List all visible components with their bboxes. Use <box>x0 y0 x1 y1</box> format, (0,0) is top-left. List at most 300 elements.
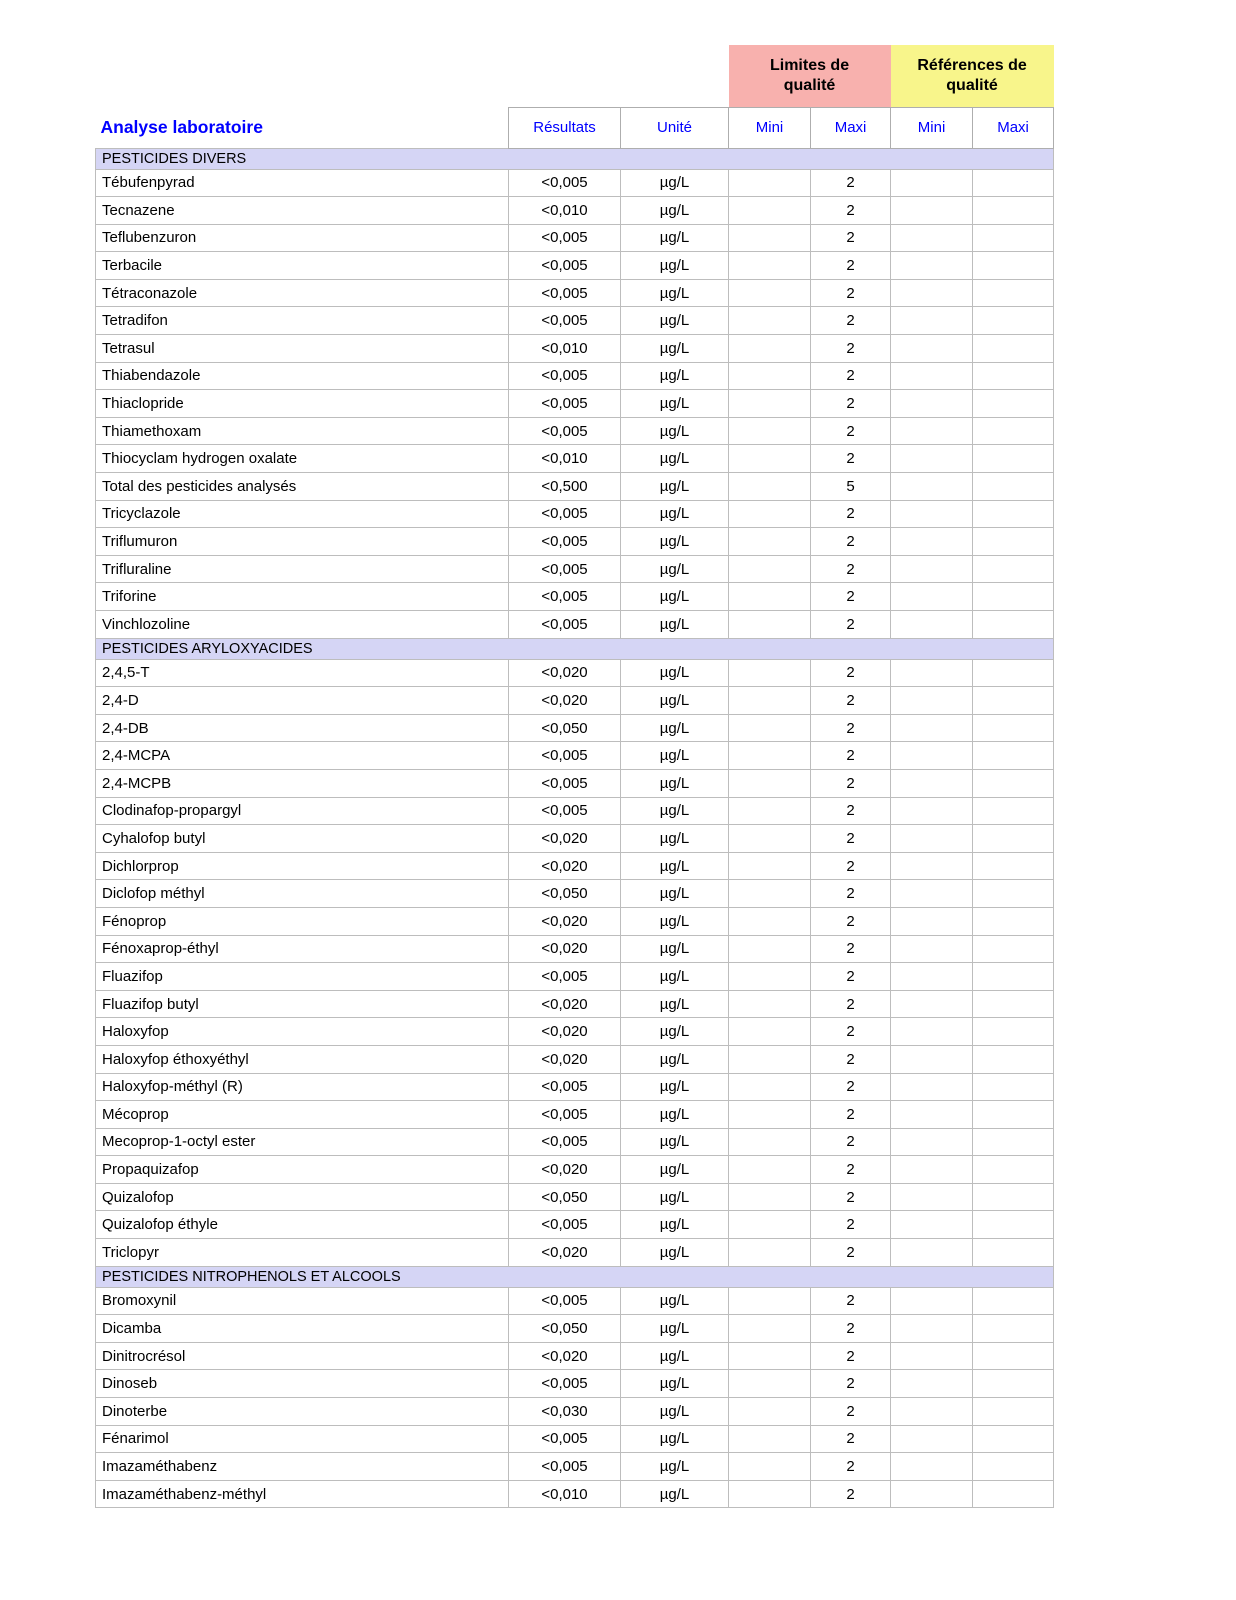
ref-mini-cell <box>891 1239 973 1267</box>
ref-maxi-cell <box>973 362 1054 390</box>
ref-mini-cell <box>891 687 973 715</box>
analyte-name-cell: Tetradifon <box>96 307 509 335</box>
table-row <box>96 417 1054 445</box>
ref-mini-cell <box>891 1287 973 1315</box>
analyte-name-cell: Fénoprop <box>96 907 509 935</box>
analyte-name-cell: Tricyclazole <box>96 500 509 528</box>
result-cell: <0,005 <box>509 528 621 556</box>
table-row <box>96 1128 1054 1156</box>
unit-cell: µg/L <box>621 1156 729 1184</box>
result-cell: <0,050 <box>509 1183 621 1211</box>
limit-maxi-cell: 2 <box>811 797 891 825</box>
limit-mini-cell <box>729 555 811 583</box>
unit-cell: µg/L <box>621 1211 729 1239</box>
limit-mini-cell <box>729 825 811 853</box>
ref-mini-cell <box>891 279 973 307</box>
unit-cell: µg/L <box>621 417 729 445</box>
ref-maxi-cell <box>973 1045 1054 1073</box>
limit-maxi-cell: 2 <box>811 197 891 225</box>
unit-cell: µg/L <box>621 1128 729 1156</box>
ref-maxi-cell <box>973 252 1054 280</box>
table-row <box>96 880 1054 908</box>
analyte-name-cell: 2,4-MCPA <box>96 742 509 770</box>
limit-maxi-cell: 2 <box>811 362 891 390</box>
ref-maxi-cell <box>973 555 1054 583</box>
header-spacer <box>96 45 729 107</box>
table-row <box>96 1398 1054 1426</box>
ref-maxi-cell <box>973 825 1054 853</box>
analyte-name-cell: Mecoprop-1-octyl ester <box>96 1128 509 1156</box>
table-row <box>96 555 1054 583</box>
result-cell: <0,005 <box>509 417 621 445</box>
limit-maxi-cell: 2 <box>811 990 891 1018</box>
result-cell: <0,005 <box>509 963 621 991</box>
limit-mini-cell <box>729 797 811 825</box>
table-row <box>96 963 1054 991</box>
limit-maxi-cell: 2 <box>811 687 891 715</box>
result-cell: <0,005 <box>509 169 621 197</box>
result-cell: <0,005 <box>509 1453 621 1481</box>
limit-maxi-cell: 2 <box>811 1018 891 1046</box>
ref-mini-cell <box>891 990 973 1018</box>
table-row <box>96 1156 1054 1184</box>
ref-mini-cell <box>891 907 973 935</box>
limit-maxi-cell: 2 <box>811 555 891 583</box>
ref-mini-cell <box>891 880 973 908</box>
section-header: PESTICIDES DIVERS <box>96 148 1054 169</box>
unit-cell: µg/L <box>621 990 729 1018</box>
limit-mini-cell <box>729 1211 811 1239</box>
analysis-table-wrap <box>95 45 1053 1508</box>
analyte-name-cell: Thiamethoxam <box>96 417 509 445</box>
table-row <box>96 852 1054 880</box>
limit-maxi-cell: 2 <box>811 1453 891 1481</box>
col-unite: Unité <box>621 107 729 148</box>
limit-maxi-cell: 2 <box>811 417 891 445</box>
result-cell: <0,010 <box>509 445 621 473</box>
result-cell: <0,005 <box>509 1211 621 1239</box>
col-references-maxi: Maxi <box>973 107 1054 148</box>
unit-cell: µg/L <box>621 825 729 853</box>
ref-maxi-cell <box>973 473 1054 501</box>
unit-cell: µg/L <box>621 1370 729 1398</box>
unit-cell: µg/L <box>621 169 729 197</box>
limit-mini-cell <box>729 224 811 252</box>
limit-maxi-cell: 2 <box>811 1183 891 1211</box>
section-header: PESTICIDES ARYLOXYACIDES <box>96 638 1054 659</box>
limit-maxi-cell: 2 <box>811 1398 891 1426</box>
limit-mini-cell <box>729 659 811 687</box>
references-line-2: qualité <box>946 76 998 94</box>
unit-cell: µg/L <box>621 1315 729 1343</box>
unit-cell: µg/L <box>621 224 729 252</box>
result-cell: <0,005 <box>509 1370 621 1398</box>
quality-group-header-row <box>96 45 1054 107</box>
table-row <box>96 1370 1054 1398</box>
col-references-mini: Mini <box>891 107 973 148</box>
result-cell: <0,010 <box>509 197 621 225</box>
table-row <box>96 473 1054 501</box>
limit-mini-cell <box>729 473 811 501</box>
limit-mini-cell <box>729 362 811 390</box>
col-limites-maxi: Maxi <box>811 107 891 148</box>
ref-mini-cell <box>891 1370 973 1398</box>
table-row <box>96 1342 1054 1370</box>
ref-mini-cell <box>891 390 973 418</box>
analyte-name-cell: Fénarimol <box>96 1425 509 1453</box>
unit-cell: µg/L <box>621 659 729 687</box>
limit-mini-cell <box>729 611 811 639</box>
ref-mini-cell <box>891 935 973 963</box>
limit-mini-cell <box>729 335 811 363</box>
table-row <box>96 1045 1054 1073</box>
col-limites-mini: Mini <box>729 107 811 148</box>
table-row <box>96 279 1054 307</box>
ref-maxi-cell <box>973 528 1054 556</box>
result-cell: <0,020 <box>509 659 621 687</box>
analyte-name-cell: Haloxyfop <box>96 1018 509 1046</box>
analyte-name-cell: Propaquizafop <box>96 1156 509 1184</box>
limit-maxi-cell: 2 <box>811 1370 891 1398</box>
ref-mini-cell <box>891 1315 973 1343</box>
ref-maxi-cell <box>973 1018 1054 1046</box>
table-row <box>96 197 1054 225</box>
analyte-name-cell: Tétraconazole <box>96 279 509 307</box>
table-row <box>96 797 1054 825</box>
table-row <box>96 1018 1054 1046</box>
result-cell: <0,005 <box>509 1101 621 1129</box>
limit-maxi-cell: 2 <box>811 583 891 611</box>
ref-maxi-cell <box>973 224 1054 252</box>
limit-mini-cell <box>729 852 811 880</box>
limit-mini-cell <box>729 1101 811 1129</box>
ref-maxi-cell <box>973 279 1054 307</box>
limit-mini-cell <box>729 742 811 770</box>
limit-mini-cell <box>729 1073 811 1101</box>
limit-maxi-cell: 2 <box>811 963 891 991</box>
ref-mini-cell <box>891 1101 973 1129</box>
ref-mini-cell <box>891 169 973 197</box>
table-row <box>96 1183 1054 1211</box>
analyte-name-cell: Quizalofop éthyle <box>96 1211 509 1239</box>
limit-maxi-cell: 2 <box>811 528 891 556</box>
ref-mini-cell <box>891 1045 973 1073</box>
col-resultats: Résultats <box>509 107 621 148</box>
ref-maxi-cell <box>973 659 1054 687</box>
unit-cell: µg/L <box>621 390 729 418</box>
table-row <box>96 390 1054 418</box>
unit-cell: µg/L <box>621 528 729 556</box>
analyte-name-cell: Terbacile <box>96 252 509 280</box>
analyte-name-cell: Fluazifop butyl <box>96 990 509 1018</box>
ref-mini-cell <box>891 224 973 252</box>
analyte-name-cell: Fluazifop <box>96 963 509 991</box>
ref-mini-cell <box>891 769 973 797</box>
analyte-name-cell: Dichlorprop <box>96 852 509 880</box>
analyte-name-cell: Fénoxaprop-éthyl <box>96 935 509 963</box>
analyte-name-cell: Thiaclopride <box>96 390 509 418</box>
ref-mini-cell <box>891 1425 973 1453</box>
ref-mini-cell <box>891 1211 973 1239</box>
unit-cell: µg/L <box>621 445 729 473</box>
unit-cell: µg/L <box>621 335 729 363</box>
analyte-name-cell: 2,4,5-T <box>96 659 509 687</box>
limit-mini-cell <box>729 907 811 935</box>
unit-cell: µg/L <box>621 769 729 797</box>
analyte-name-cell: Imazaméthabenz-méthyl <box>96 1480 509 1508</box>
ref-maxi-cell <box>973 963 1054 991</box>
result-cell: <0,005 <box>509 252 621 280</box>
result-cell: <0,005 <box>509 555 621 583</box>
limit-mini-cell <box>729 252 811 280</box>
result-cell: <0,050 <box>509 714 621 742</box>
table-row <box>96 825 1054 853</box>
table-row <box>96 362 1054 390</box>
ref-maxi-cell <box>973 687 1054 715</box>
ref-maxi-cell <box>973 1239 1054 1267</box>
limit-mini-cell <box>729 390 811 418</box>
unit-cell: µg/L <box>621 742 729 770</box>
limit-maxi-cell: 2 <box>811 935 891 963</box>
table-row <box>96 1453 1054 1481</box>
result-cell: <0,005 <box>509 769 621 797</box>
analyte-name-cell: Cyhalofop butyl <box>96 825 509 853</box>
limit-mini-cell <box>729 1045 811 1073</box>
limit-mini-cell <box>729 1183 811 1211</box>
limit-maxi-cell: 2 <box>811 1239 891 1267</box>
ref-maxi-cell <box>973 500 1054 528</box>
table-row <box>96 1101 1054 1129</box>
result-cell: <0,020 <box>509 1239 621 1267</box>
limit-mini-cell <box>729 1398 811 1426</box>
limit-maxi-cell: 2 <box>811 611 891 639</box>
limit-mini-cell <box>729 1287 811 1315</box>
ref-maxi-cell <box>973 714 1054 742</box>
table-body <box>96 148 1054 1508</box>
ref-mini-cell <box>891 555 973 583</box>
limit-maxi-cell: 2 <box>811 1045 891 1073</box>
limit-mini-cell <box>729 1480 811 1508</box>
limit-mini-cell <box>729 963 811 991</box>
result-cell: <0,020 <box>509 907 621 935</box>
ref-maxi-cell <box>973 583 1054 611</box>
ref-maxi-cell <box>973 742 1054 770</box>
unit-cell: µg/L <box>621 252 729 280</box>
ref-maxi-cell <box>973 1073 1054 1101</box>
unit-cell: µg/L <box>621 935 729 963</box>
ref-maxi-cell <box>973 935 1054 963</box>
ref-mini-cell <box>891 825 973 853</box>
result-cell: <0,010 <box>509 1480 621 1508</box>
limit-maxi-cell: 2 <box>811 445 891 473</box>
limit-mini-cell <box>729 687 811 715</box>
analyte-name-cell: Vinchlozoline <box>96 611 509 639</box>
table-row <box>96 769 1054 797</box>
column-header-row <box>96 107 1054 148</box>
result-cell: <0,020 <box>509 1156 621 1184</box>
table-row <box>96 528 1054 556</box>
limit-mini-cell <box>729 169 811 197</box>
table-row <box>96 1073 1054 1101</box>
ref-mini-cell <box>891 714 973 742</box>
ref-maxi-cell <box>973 307 1054 335</box>
limit-mini-cell <box>729 935 811 963</box>
limit-maxi-cell: 2 <box>811 252 891 280</box>
table-row <box>96 990 1054 1018</box>
result-cell: <0,020 <box>509 1342 621 1370</box>
limit-maxi-cell: 2 <box>811 1480 891 1508</box>
result-cell: <0,005 <box>509 362 621 390</box>
table-row <box>96 687 1054 715</box>
limit-maxi-cell: 2 <box>811 714 891 742</box>
unit-cell: µg/L <box>621 1018 729 1046</box>
analyte-name-cell: Tecnazene <box>96 197 509 225</box>
section-row <box>96 1266 1054 1287</box>
result-cell: <0,005 <box>509 797 621 825</box>
unit-cell: µg/L <box>621 687 729 715</box>
table-row <box>96 1425 1054 1453</box>
ref-maxi-cell <box>973 1128 1054 1156</box>
result-cell: <0,005 <box>509 1073 621 1101</box>
table-row <box>96 252 1054 280</box>
table-row <box>96 224 1054 252</box>
limit-maxi-cell: 2 <box>811 742 891 770</box>
unit-cell: µg/L <box>621 1239 729 1267</box>
analysis-table <box>95 45 1054 1508</box>
table-row <box>96 742 1054 770</box>
ref-maxi-cell <box>973 1453 1054 1481</box>
table-row <box>96 500 1054 528</box>
analyte-name-cell: Quizalofop <box>96 1183 509 1211</box>
unit-cell: µg/L <box>621 1101 729 1129</box>
limit-mini-cell <box>729 769 811 797</box>
limites-line-1: Limites de <box>769 56 850 74</box>
ref-maxi-cell <box>973 1370 1054 1398</box>
ref-maxi-cell <box>973 1211 1054 1239</box>
limit-maxi-cell: 2 <box>811 825 891 853</box>
limit-mini-cell <box>729 990 811 1018</box>
limit-maxi-cell: 2 <box>811 1211 891 1239</box>
ref-maxi-cell <box>973 797 1054 825</box>
ref-maxi-cell <box>973 169 1054 197</box>
limit-maxi-cell: 2 <box>811 307 891 335</box>
limites-de-qualite-header <box>729 45 891 107</box>
analyte-name-cell: Tetrasul <box>96 335 509 363</box>
unit-cell: µg/L <box>621 1045 729 1073</box>
ref-mini-cell <box>891 659 973 687</box>
table-row <box>96 1211 1054 1239</box>
unit-cell: µg/L <box>621 473 729 501</box>
unit-cell: µg/L <box>621 611 729 639</box>
unit-cell: µg/L <box>621 555 729 583</box>
limit-maxi-cell: 2 <box>811 659 891 687</box>
result-cell: <0,020 <box>509 852 621 880</box>
analyte-name-cell: Clodinafop-propargyl <box>96 797 509 825</box>
unit-cell: µg/L <box>621 197 729 225</box>
section-header: PESTICIDES NITROPHENOLS ET ALCOOLS <box>96 1266 1054 1287</box>
limit-mini-cell <box>729 1128 811 1156</box>
limit-mini-cell <box>729 1370 811 1398</box>
ref-maxi-cell <box>973 1398 1054 1426</box>
result-cell: <0,030 <box>509 1398 621 1426</box>
table-row <box>96 907 1054 935</box>
analyte-name-cell: Haloxyfop éthoxyéthyl <box>96 1045 509 1073</box>
result-cell: <0,020 <box>509 825 621 853</box>
table-row <box>96 1315 1054 1343</box>
table-row <box>96 1239 1054 1267</box>
limit-maxi-cell: 2 <box>811 1287 891 1315</box>
ref-mini-cell <box>891 611 973 639</box>
result-cell: <0,010 <box>509 335 621 363</box>
result-cell: <0,005 <box>509 307 621 335</box>
table-row <box>96 611 1054 639</box>
ref-mini-cell <box>891 473 973 501</box>
analyte-name-cell: Dinitrocrésol <box>96 1342 509 1370</box>
analyte-name-cell: Diclofop méthyl <box>96 880 509 908</box>
limit-maxi-cell: 2 <box>811 1425 891 1453</box>
limit-maxi-cell: 2 <box>811 1101 891 1129</box>
ref-maxi-cell <box>973 1101 1054 1129</box>
unit-cell: µg/L <box>621 1342 729 1370</box>
table-row <box>96 714 1054 742</box>
table-row <box>96 659 1054 687</box>
unit-cell: µg/L <box>621 1073 729 1101</box>
unit-cell: µg/L <box>621 880 729 908</box>
ref-maxi-cell <box>973 1342 1054 1370</box>
limit-maxi-cell: 2 <box>811 224 891 252</box>
section-row <box>96 638 1054 659</box>
limit-mini-cell <box>729 880 811 908</box>
limit-maxi-cell: 2 <box>811 500 891 528</box>
limit-mini-cell <box>729 583 811 611</box>
result-cell: <0,005 <box>509 279 621 307</box>
result-cell: <0,005 <box>509 583 621 611</box>
limit-maxi-cell: 2 <box>811 907 891 935</box>
ref-mini-cell <box>891 197 973 225</box>
ref-mini-cell <box>891 1128 973 1156</box>
limit-maxi-cell: 2 <box>811 880 891 908</box>
ref-mini-cell <box>891 1018 973 1046</box>
unit-cell: µg/L <box>621 1453 729 1481</box>
ref-maxi-cell <box>973 1315 1054 1343</box>
ref-mini-cell <box>891 445 973 473</box>
result-cell: <0,005 <box>509 742 621 770</box>
unit-cell: µg/L <box>621 1425 729 1453</box>
limit-mini-cell <box>729 445 811 473</box>
ref-mini-cell <box>891 1156 973 1184</box>
limit-mini-cell <box>729 1453 811 1481</box>
limit-maxi-cell: 2 <box>811 335 891 363</box>
unit-cell: µg/L <box>621 500 729 528</box>
limit-mini-cell <box>729 1425 811 1453</box>
unit-cell: µg/L <box>621 963 729 991</box>
table-row <box>96 445 1054 473</box>
unit-cell: µg/L <box>621 1398 729 1426</box>
table-row <box>96 335 1054 363</box>
table-row <box>96 307 1054 335</box>
analyte-name-cell: Dinoseb <box>96 1370 509 1398</box>
ref-maxi-cell <box>973 769 1054 797</box>
analyte-name-cell: Teflubenzuron <box>96 224 509 252</box>
page-title: Analyse laboratoire <box>100 116 263 137</box>
references-line-1: Références de <box>917 56 1027 74</box>
analyte-name-cell: Triclopyr <box>96 1239 509 1267</box>
limit-maxi-cell: 2 <box>811 1128 891 1156</box>
result-cell: <0,005 <box>509 1287 621 1315</box>
limit-maxi-cell: 2 <box>811 1315 891 1343</box>
ref-maxi-cell <box>973 1480 1054 1508</box>
result-cell: <0,005 <box>509 500 621 528</box>
